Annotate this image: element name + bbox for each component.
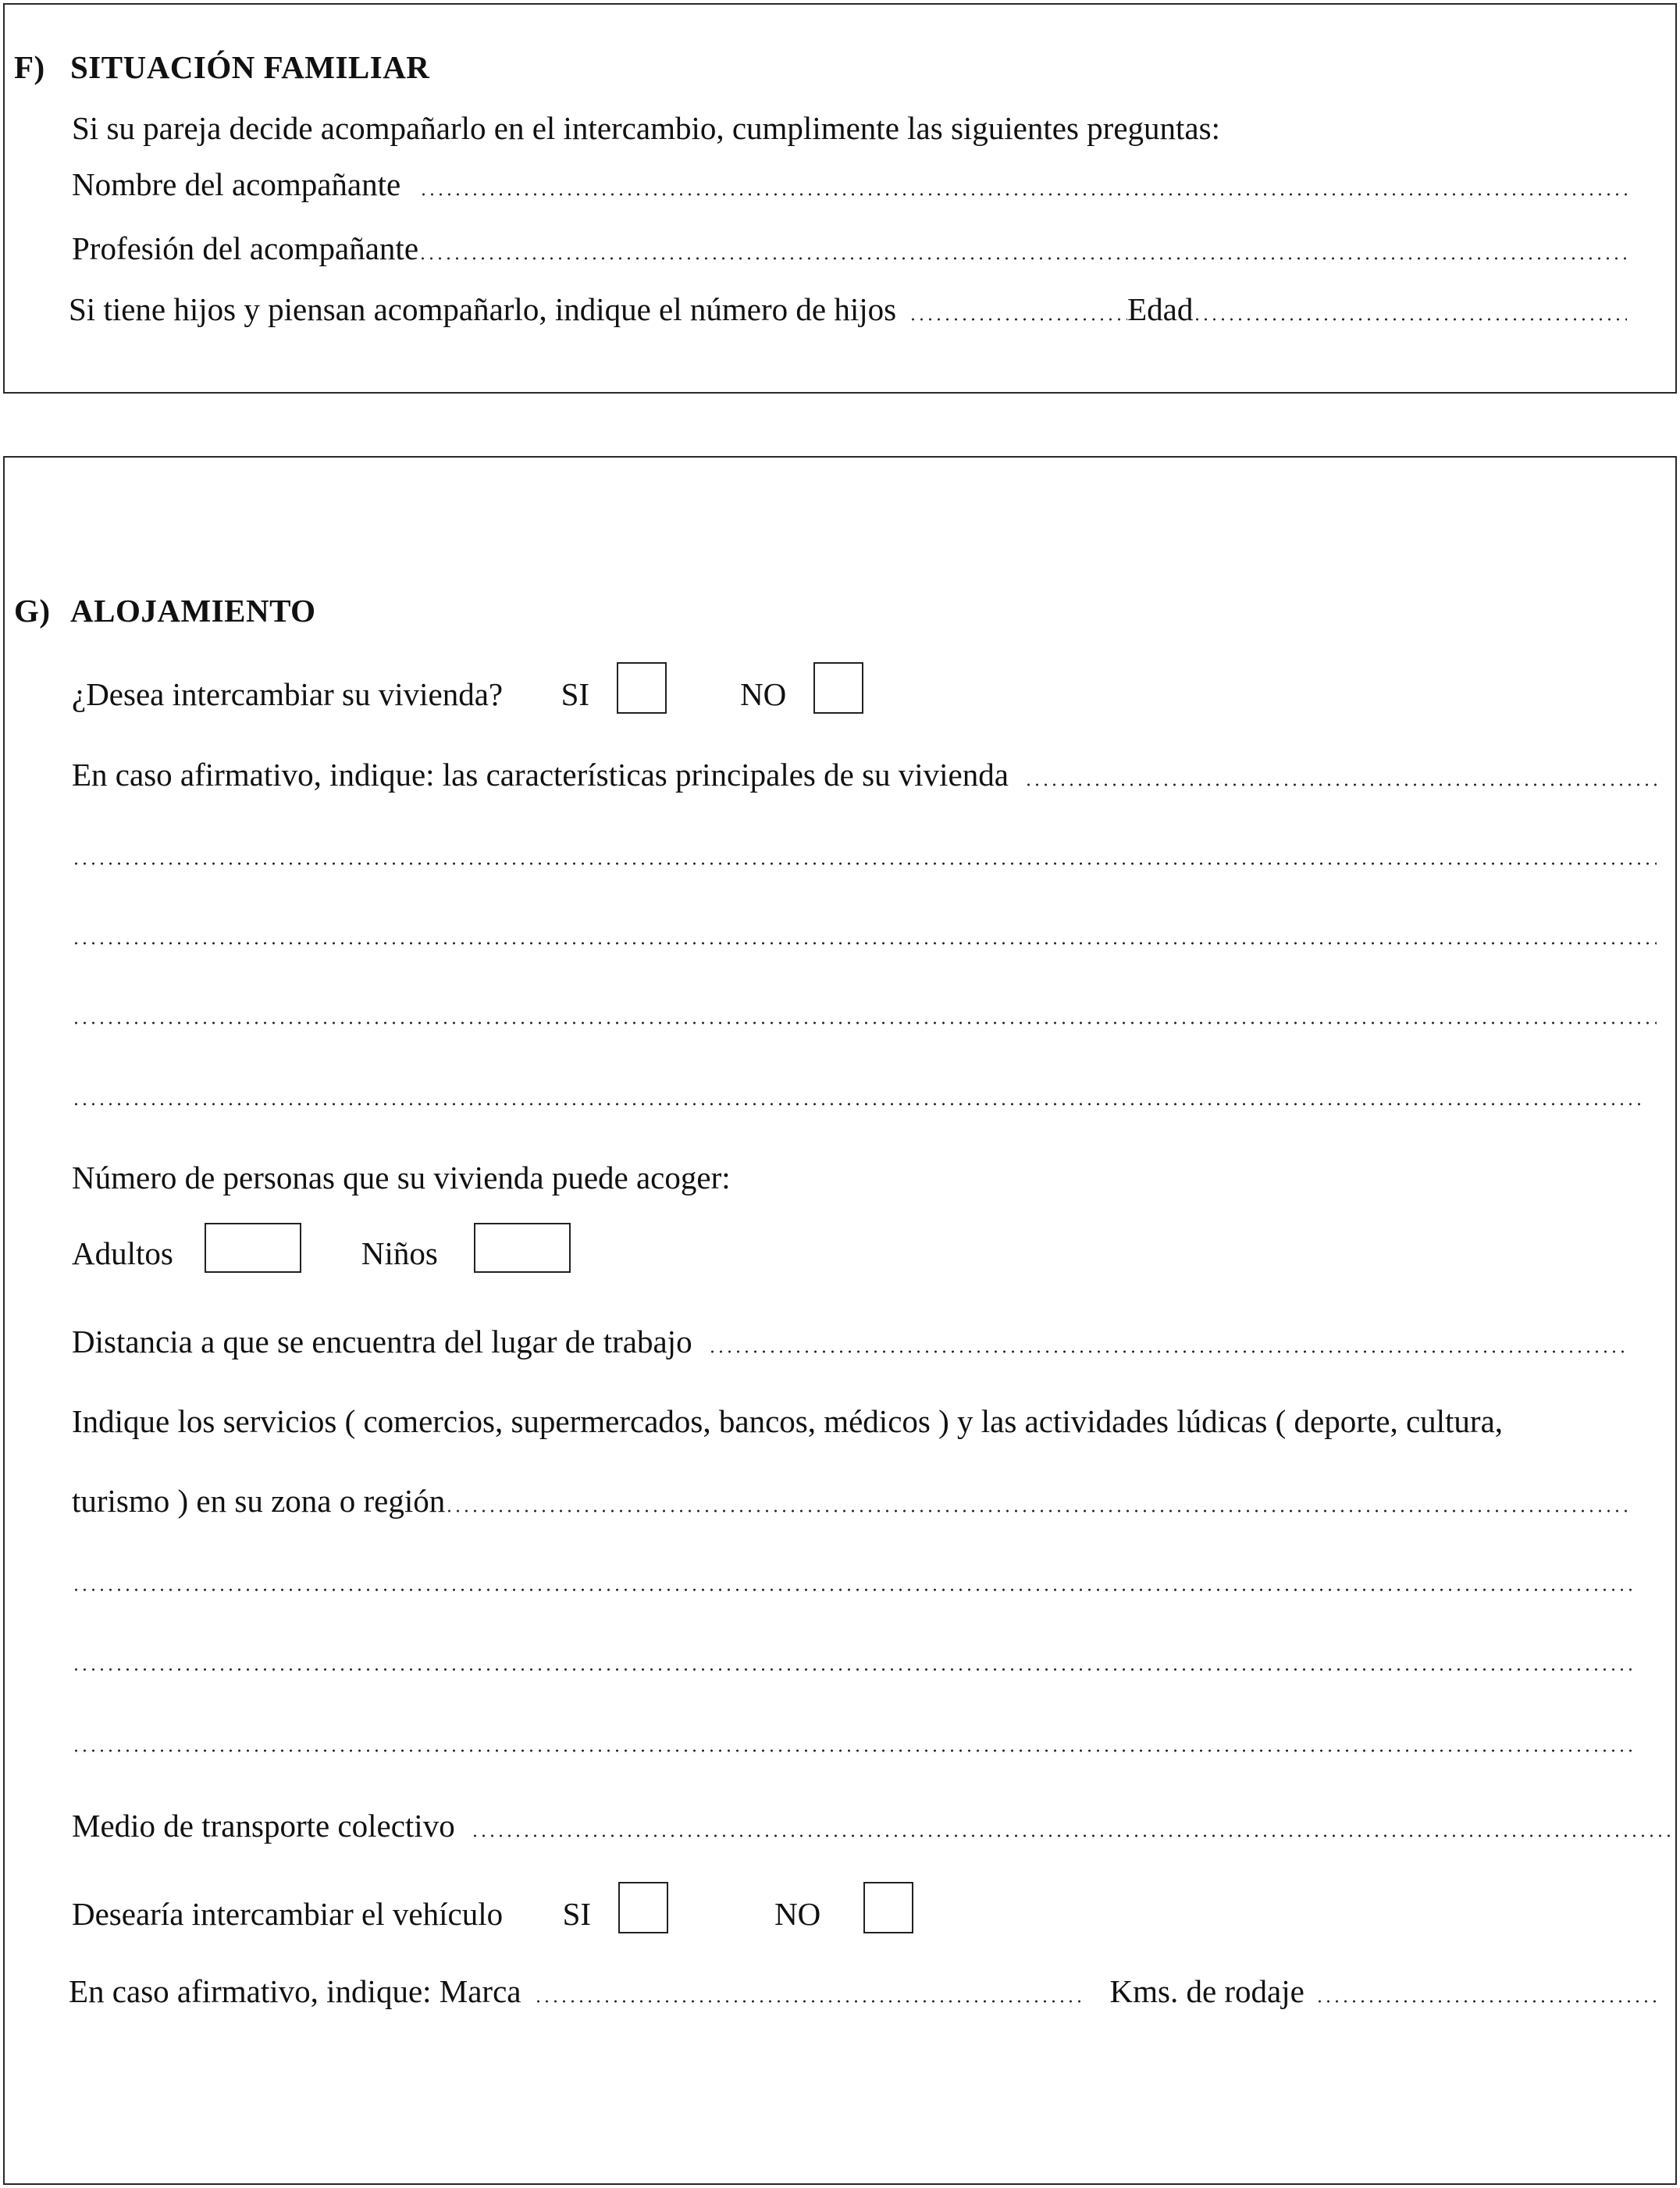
section-g-title: ALOJAMIENTO [70,593,316,629]
services-input-line-4[interactable] [72,1749,1635,1752]
services-row-1 [72,1403,1504,1439]
home-features-input-line-5[interactable] [72,1103,1641,1106]
vehicle-details-field[interactable] [69,1973,1658,2009]
mileage-label: Kms. de rodaje [1109,1973,1304,2009]
services-input-line-3[interactable] [72,1668,1635,1671]
companion-profession-input-line[interactable] [418,257,1632,260]
services-input-line-1[interactable] [445,1509,1630,1513]
vehicle-row [72,1882,913,1933]
capacity-boxes-row [72,1223,571,1273]
section-f-title: SITUACIÓN FAMILIAR [70,49,430,85]
adults-input-box[interactable] [205,1223,301,1273]
services-label-line-1: Indique los servicios ( comercios, supermercados, bancos, médicos ) y las actividades lúdicas ( deporte, cultura, [72,1403,1504,1439]
exchange-home-no-checkbox[interactable] [813,662,863,714]
vehicle-brand-label: En caso afirmativo, indique: Marca [69,1973,521,2009]
section-f-intro [72,112,1220,144]
distance-field[interactable] [72,1326,1630,1358]
home-features-field[interactable] [72,759,1657,791]
children-label: Niños [361,1235,438,1271]
vehicle-brand-input-line[interactable] [534,2000,1087,2003]
children-input-box[interactable] [474,1223,571,1273]
children-number-label: Si tiene hijos y piensan acompañarlo, indique el número de hijos [69,291,897,327]
services-field[interactable] [72,1485,1630,1517]
companion-name-input-line[interactable] [419,193,1632,196]
home-features-input-line-1[interactable] [1024,783,1657,786]
section-g-heading [14,595,316,627]
companion-name-field[interactable] [72,166,1632,202]
exchange-home-yes-label: SI [561,676,590,712]
vehicle-no-checkbox[interactable] [863,1882,913,1933]
capacity-row [72,1162,731,1194]
home-features-label: En caso afirmativo, indique: las características principales de su vivienda [72,757,1009,793]
home-features-input-line-3[interactable] [72,942,1657,945]
exchange-home-no-label: NO [740,676,787,712]
home-features-input-line-4[interactable] [72,1021,1657,1025]
mileage-input-line[interactable] [1315,2000,1658,2003]
distance-input-line[interactable] [708,1350,1630,1353]
exchange-home-question: ¿Desea intercambiar su vivienda? [72,676,504,712]
vehicle-yes-label: SI [562,1896,592,1932]
children-field[interactable] [69,291,1627,327]
distance-label: Distancia a que se encuentra del lugar de trabajo [72,1324,692,1359]
transport-input-line[interactable] [471,1834,1674,1837]
section-f-letter: F) [14,49,45,85]
transport-field[interactable] [72,1810,1674,1842]
transport-label: Medio de transporte colectivo [72,1808,455,1844]
vehicle-no-label: NO [774,1896,821,1932]
section-f-heading [14,49,430,85]
section-f-intro-text: Si su pareja decide acompañarlo en el intercambio, cumplimente las siguientes preguntas: [72,110,1220,146]
companion-profession-label: Profesión del acompañante [72,230,419,266]
children-age-label: Edad [1127,291,1194,327]
children-age-input-line[interactable] [1193,318,1627,321]
adults-label: Adultos [72,1235,173,1271]
home-features-input-line-2[interactable] [72,862,1657,865]
children-number-input-line[interactable] [909,318,1127,321]
companion-name-label: Nombre del acompañante [72,166,401,202]
capacity-label: Número de personas que su vivienda puede acoger: [72,1160,731,1196]
vehicle-question: Desearía intercambiar el vehículo [72,1896,504,1932]
services-input-line-2[interactable] [72,1588,1635,1591]
exchange-home-yes-checkbox[interactable] [617,662,667,714]
vehicle-yes-checkbox[interactable] [618,1882,668,1933]
section-g-letter: G) [14,593,51,629]
exchange-home-row [72,662,863,714]
services-label-line-2: turismo ) en su zona o región [72,1483,446,1519]
companion-profession-field[interactable] [72,230,1632,266]
